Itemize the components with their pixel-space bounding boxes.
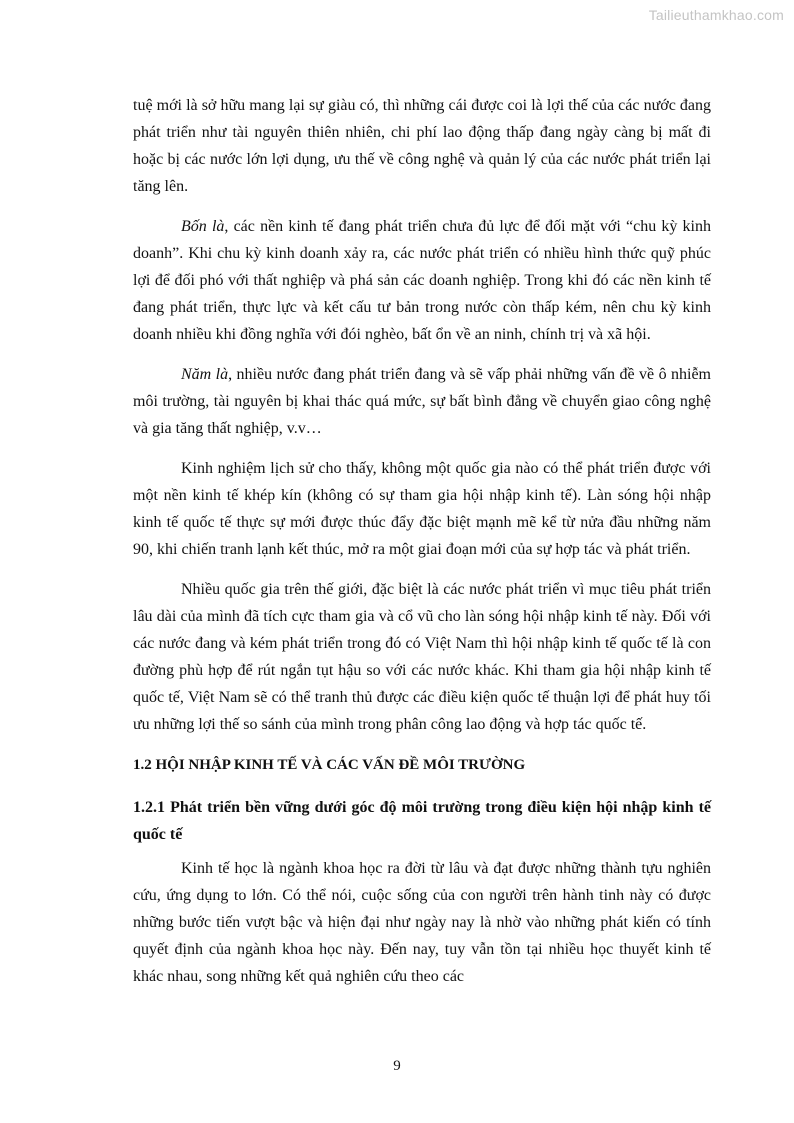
paragraph-3 [133, 361, 711, 442]
paragraph-2 [133, 213, 711, 348]
paragraph-2-lead: Bốn là [181, 218, 225, 235]
page-number: 9 [393, 1058, 401, 1074]
paragraph-4: Kinh nghiệm lịch sử cho thấy, không một quốc gia nào có thể phát triển được với một nền kinh tế khép kín (không có sự tham gia hội nhập kinh tế). Làn sóng hội nhập kinh tế quốc tế thực sự mới được thúc đẩy đặc biệt mạnh mẽ kể từ nửa đầu những năm 90, khi chiến tranh lạnh kết thúc, mở ra một giai đoạn mới của sự hợp tác và phát triển. [133, 460, 711, 558]
paragraph-6: Kinh tế học là ngành khoa học ra đời từ lâu và đạt được những thành tựu nghiên cứu, ứng dụng to lớn. Có thể nói, cuộc sống của con người trên hành tinh này có được những bước tiến vượt bậc và hiện đại như ngày nay là nhờ vào những phát kiến có tính quyết định của ngành khoa học này. Đến nay, tuy vẫn tồn tại nhiều học thuyết kinh tế khác nhau, song những kết quả nghiên cứu theo các [133, 860, 711, 985]
page-content [133, 92, 711, 1003]
paragraph-3-body: , nhiều nước đang phát triển đang và sẽ vấp phải những vấn đề về ô nhiễm môi trường, tài nguyên bị khai thác quá mức, sự bất bình đẳng về chuyển giao công nghệ và gia tăng thất nghiệp, v.v… [133, 366, 711, 437]
subsection-heading: 1.2.1 Phát triển bền vững dưới góc độ môi trường trong điều kiện hội nhập kinh tế quốc tế [133, 799, 711, 843]
paragraph-5: Nhiều quốc gia trên thế giới, đặc biệt là các nước phát triển vì mục tiêu phát triển lâu dài của mình đã tích cực tham gia và cổ vũ cho làn sóng hội nhập kinh tế này. Đối với các nước đang và kém phát triển trong đó có Việt Nam thì hội nhập kinh tế quốc tế là con đường phù hợp để rút ngắn tụt hậu so với các nước khác. Khi tham gia hội nhập kinh tế quốc tế, Việt Nam sẽ có thể tranh thủ được các điều kiện quốc tế thuận lợi để phát huy tối ưu những lợi thế so sánh của mình trong phân công lao động và hợp tác quốc tế. [133, 581, 711, 733]
paragraph-2-body: , các nền kinh tế đang phát triển chưa đủ lực để đối mặt với “chu kỳ kinh doanh”. Khi chu kỳ kinh doanh xảy ra, các nước phát triển có nhiều hình thức quỹ phúc lợi để đối phó với thất nghiệp và phá sản các doanh nghiệp. Trong khi đó các nền kinh tế đang phát triển, thực lực và kết cấu tư bản trong nước còn thấp kém, nên chu kỳ kinh doanh nhiều khi đồng nghĩa với đói nghèo, bất ổn về an ninh, chính trị và xã hội. [133, 218, 712, 343]
paragraph-3-lead: Năm là [181, 366, 229, 383]
paragraph-1: tuệ mới là sở hữu mang lại sự giàu có, thì những cái được coi là lợi thế của các nước đang phát triển như tài nguyên thiên nhiên, chi phí lao động thấp đang ngày càng bị mất đi hoặc bị các nước lớn lợi dụng, ưu thế về công nghệ và quản lý của các nước phát triển lại tăng lên. [133, 97, 711, 195]
watermark: Tailieuthamkhao.com [648, 7, 784, 23]
section-heading: 1.2 HỘI NHẬP KINH TẾ VÀ CÁC VẤN ĐỀ MÔI TRƯỜNG [133, 757, 526, 773]
